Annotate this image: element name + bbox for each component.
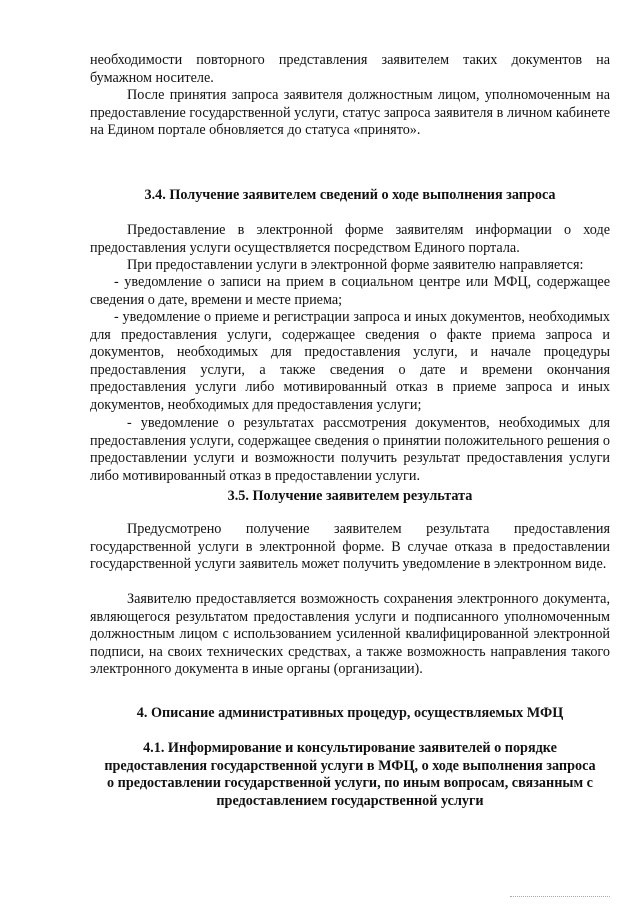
paragraph-info-provision: Предоставление в электронной форме заявителям информации о ходе предоставления услуги осуществляется посредством Единого портала. [90, 222, 610, 256]
paragraph-electronic-result: Предусмотрено получение заявителем результата предоставления государственной услуги в электронной форме. В случае отказа в предоставлении государственной услуги заявитель может получить уведомление в электронном виде. [90, 521, 610, 573]
section-heading-3-5: 3.5. Получение заявителем результата [227, 488, 473, 504]
list-item-appointment-notice: - уведомление о записи на прием в социальном центре или МФЦ, содержащее сведения о дате, времени и месте приема; [90, 274, 610, 308]
list-item-registration-notice: - уведомление о приеме и регистрации запроса и иных документов, необходимых для предоставления услуги, содержащее сведения о факте приема запроса и документов, необходимых для предоставления услуги, и начале процедуры предоставления услуги, а также сведения о дате и времени окончания предоставления услуги либо мотивированный отказ в приеме запроса и иных документов, необходимых для предоставления услуги; [90, 309, 610, 413]
section-heading-4: 4. Описание административных процедур, осуществляемых МФЦ [136, 705, 564, 721]
paragraph-notifications-intro: При предоставлении услуги в электронной форме заявителю направляется: [127, 257, 584, 273]
section-heading-3-4: 3.4. Получение заявителем сведений о ходе выполнения запроса [144, 187, 556, 203]
paragraph-status-accepted: После принятия запроса заявителя должностным лицом, уполномоченным на предоставление государственной услуги, статус запроса заявителя в личном кабинете на Едином портале обновляется до статуса «принято». [90, 87, 610, 139]
list-item-results-notice: - уведомление о результатах рассмотрения документов, необходимых для предоставления услуги, содержащее сведения о принятии положительного решения о предоставлении услуги и возможности получить результат предоставления услуги либо мотивированный отказ в предоставлении услуги. [90, 415, 610, 484]
paragraph-save-document: Заявителю предоставляется возможность сохранения электронного документа, являющегося результатом предоставления услуги и подписанного уполномоченным должностным лицом с использованием усиленной квалифицированной электронной подписи, на своих технических средствах, а также возможность направления такого электронного документа в иные органы (организации). [90, 591, 610, 678]
paragraph-continuation: необходимости повторного представления заявителем таких документов на бумажном носителе. [90, 52, 610, 86]
section-heading-4-1: 4.1. Информирование и консультирование заявителей о порядке предоставления государственной услуги в МФЦ, о ходе выполнения запроса о предоставлении государственной услуги, по иным вопросам, связанным с предоставлением государственной услуги [104, 740, 596, 809]
scan-artifact [510, 896, 610, 900]
